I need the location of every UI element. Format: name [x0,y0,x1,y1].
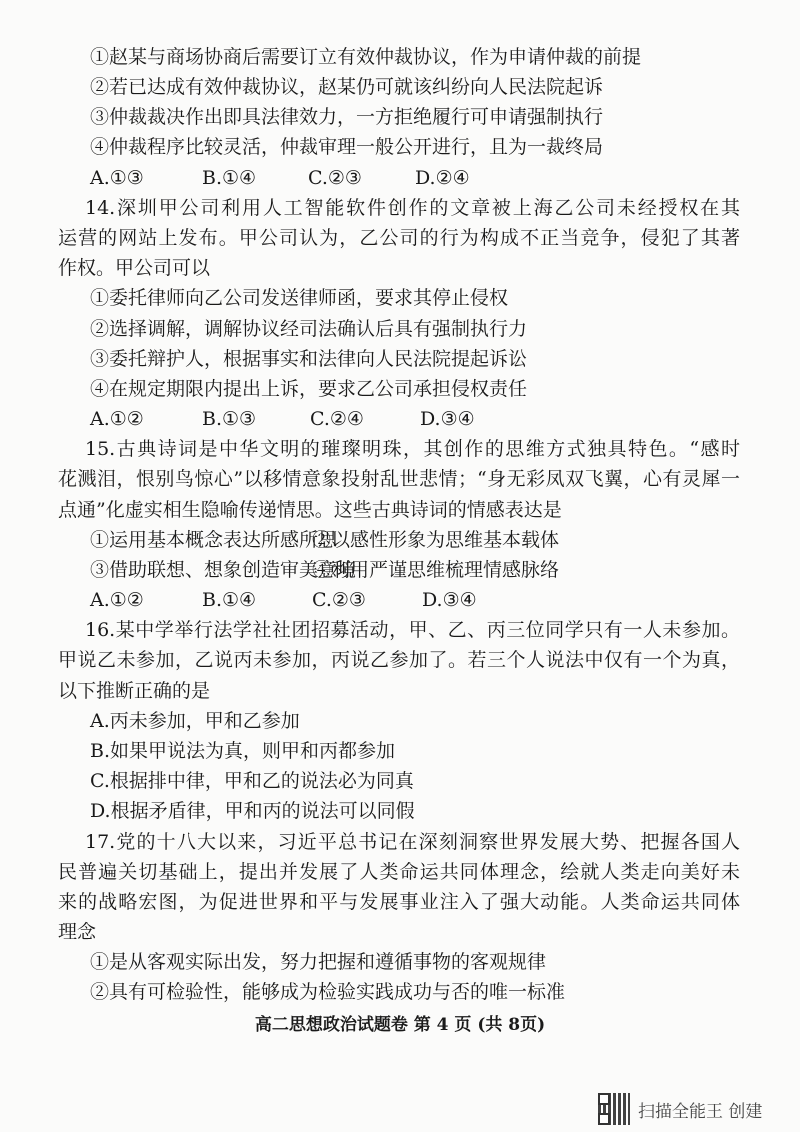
q16-option-c: C.根据排中律，甲和乙的说法必为同真 [90,770,414,792]
q15-option-c: C.②③ [312,589,366,611]
q17-item-1: ①是从客观实际出发，努力把握和遵循事物的客观规律 [90,951,547,973]
q14-option-a: A.①② [90,408,144,430]
q15-stem-line-2: 花溅泪，恨别鸟惊心”以移情意象投射乱世悲情；“身无彩凤双飞翼，心有灵犀一 [58,468,740,490]
q14-options [90,404,740,434]
q14-item-3: ③委托辩护人，根据事实和法律向人民法院提起诉讼 [90,348,528,370]
q14-option-c: C.②④ [310,408,364,430]
q13-item-2: ②若已达成有效仲裁协议，赵某仍可就该纠纷向人民法院起诉 [90,76,604,98]
q17-stem-line-1: 17.党的十八大以来，习近平总书记在深刻洞察世界发展大势、把握各国人 [85,831,740,853]
q13-item-1: ①赵某与商场协商后需要订立有效仲裁协议，作为申请仲裁的前提 [90,46,642,68]
q16-stem-line-3: 以下推断正确的是 [58,680,211,702]
q16-stem-line-2: 甲说乙未参加，乙说丙未参加，丙说乙参加了。若三个人说法中仅有一个为真， [58,649,740,671]
q15-item-4: ④利用严谨思维梳理情感脉络 [312,559,560,581]
q15-options [90,585,740,615]
q14-stem-line-3: 作权。甲公司可以 [58,257,211,279]
q17-stem-line-2: 民普遍关切基础上，提出并发展了人类命运共同体理念，绘就人类走向美好未 [58,861,740,883]
q16-option-d: D.根据矛盾律，甲和丙的说法可以同假 [90,800,415,822]
q14-item-2: ②选择调解，调解协议经司法确认后具有强制执行力 [90,318,528,340]
q14-item-1: ①委托律师向乙公司发送律师函，要求其停止侵权 [90,287,509,309]
q13-item-3: ③仲裁裁决作出即具法律效力，一方拒绝履行可申请强制执行 [90,106,604,128]
q16-option-b: B.如果甲说法为真，则甲和丙都参加 [90,740,396,762]
q16-option-a: A.丙未参加，甲和乙参加 [90,710,300,732]
q13-options [90,163,740,193]
q13-option-c: C.②③ [308,167,362,189]
q13-item-4: ④仲裁程序比较灵活，仲裁审理一般公开进行，且为一裁终局 [90,136,604,158]
q14-item-4: ④在规定期限内提出上诉，要求乙公司承担侵权责任 [90,378,528,400]
q15-option-a: A.①② [90,589,144,611]
q13-option-d: D.②④ [415,167,470,189]
q17-stem-line-3: 来的战略宏图，为促进世界和平与发展事业注入了强大动能。人类命运共同体 [58,891,740,913]
q13-option-b: B.①④ [202,167,257,189]
q14-stem-line-1: 14.深圳甲公司利用人工智能软件创作的文章被上海乙公司未经授权在其 [85,197,740,219]
q17-item-2: ②具有可检验性，能够成为检验实践成功与否的唯一标准 [90,981,566,1003]
q15-item-2: ②以感性形象为思维基本载体 [312,529,560,551]
qr-code-icon [598,1093,630,1125]
q15-option-b: B.①④ [202,589,257,611]
q15-option-d: D.③④ [422,589,477,611]
page-footer: 高二思想政治试题卷 第 4 页 (共 8页) [254,1015,546,1035]
q17-stem-line-4: 理念 [58,921,97,943]
q13-option-a: A.①③ [90,167,144,189]
watermark-text: 扫描全能王 创建 [638,1101,763,1122]
q14-option-b: B.①③ [202,408,257,430]
q15-stem-line-1: 15.古典诗词是中华文明的璀璨明珠，其创作的思维方式独具特色。“感时 [85,438,740,460]
scanner-watermark [598,1093,762,1125]
q14-stem-line-2: 运营的网站上发布。甲公司认为，乙公司的行为构成不正当竞争，侵犯了其著 [58,227,740,249]
q16-stem-line-1: 16.某中学举行法学社社团招募活动，甲、乙、丙三位同学只有一人未参加。 [85,619,740,641]
q15-item-1: ①运用基本概念表达所感所思 [90,529,338,551]
q15-stem-line-3: 点通”化虚实相生隐喻传递情思。这些古典诗词的情感表达是 [58,499,562,521]
q14-option-d: D.③④ [420,408,475,430]
q15-item-3: ③借助联想、想象创造审美意境 [90,559,357,581]
